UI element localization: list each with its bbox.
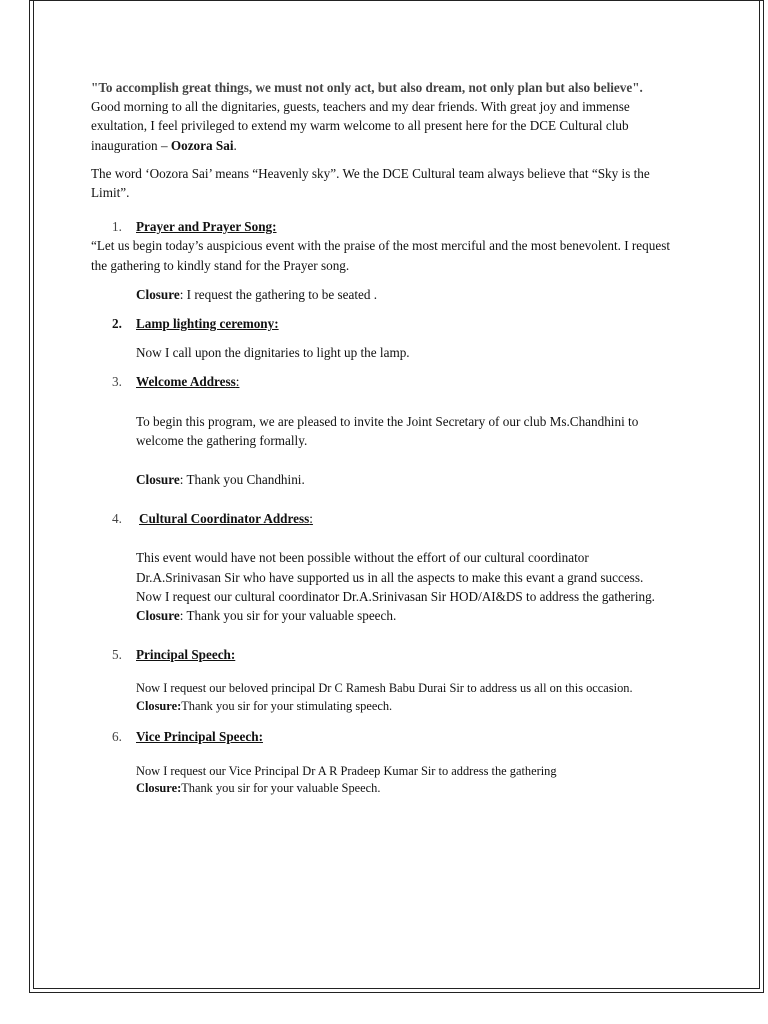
closure-principal: Closure:Thank you sir for your stimulating speech. (136, 698, 393, 713)
event-name: Oozora Sai (170, 137, 234, 153)
section-heading-vice-principal: 6. Vice Principal Speech: (112, 729, 263, 745)
section-heading-lamp: 2. Lamp lighting ceremony: (112, 316, 279, 332)
meaning-paragraph: The word ‘Oozora Sai’ means “Heavenly sky”. We the DCE Cultural team always believe that “Sky is the Limit”. (91, 165, 650, 201)
section-body-prayer: “Let us begin today’s auspicious event with the praise of the most merciful and the most benevolent. I request the gathering to kindly stand for the Prayer song. (91, 238, 671, 273)
document-body (91, 78, 676, 798)
greeting-paragraph: Good morning to all the dignitaries, guests, teachers and my dear friends. With great joy and immense exultation, I feel privileged to extend my warm welcome to all present here for the DCE Cultural club inauguration – Oozora Sai. (91, 99, 630, 153)
section-heading-coordinator: 4. Cultural Coordinator Address: (112, 511, 313, 527)
opening-quote: "To accomplish great things, we must not only act, but also dream, not only plan but also believe". (91, 80, 643, 95)
closure-welcome: Closure: Thank you Chandhini. (136, 472, 305, 488)
section-heading-principal: 5. Principal Speech: (112, 647, 236, 663)
section-heading-prayer: 1. Prayer and Prayer Song: (112, 219, 277, 235)
section-body-welcome: To begin this program, we are pleased to invite the Joint Secretary of our club Ms.Chandhini to welcome the gathering formally. (136, 413, 639, 448)
section-body-coordinator: This event would have not been possible without the effort of our cultural coordinator Dr.A.Srinivasan Sir who have supported us in all the aspects to make this evant a grand success. (136, 550, 644, 585)
section-body-vice-principal: Now I request our Vice Principal Dr A R Pradeep Kumar Sir to address the gathering (136, 763, 557, 778)
section-body2-coordinator: Now I request our cultural coordinator Dr.A.Srinivasan Sir HOD/AI&DS to address the gathering. (136, 588, 655, 604)
section-body-lamp: Now I call upon the dignitaries to light up the lamp. (136, 345, 410, 361)
section-heading-welcome: 3. Welcome Address: (112, 374, 240, 390)
closure-prayer: Closure: I request the gathering to be seated . (136, 286, 378, 302)
closure-vice-principal: Closure:Thank you sir for your valuable Speech. (136, 781, 381, 796)
section-body-principal: Now I request our beloved principal Dr C Ramesh Babu Durai Sir to address us all on this occasion. (136, 681, 633, 696)
closure-coordinator: Closure: Thank you sir for your valuable speech. (136, 608, 397, 624)
